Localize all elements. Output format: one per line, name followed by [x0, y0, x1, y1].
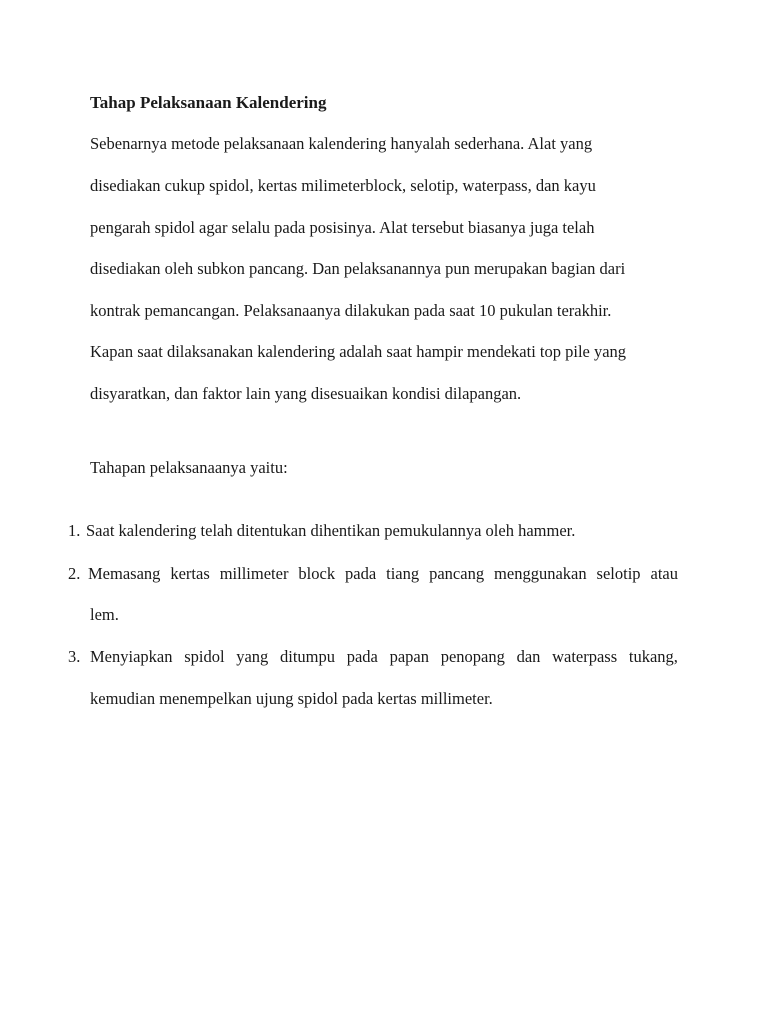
list-item-number: 2.	[68, 564, 81, 583]
paragraph-line: Sebenarnya metode pelaksanaan kalendering hanyalah sederhana. Alat yang	[90, 134, 593, 153]
paragraph-line: pengarah spidol agar selalu pada posisinya. Alat tersebut biasanya juga telah	[90, 218, 595, 237]
word: pada	[346, 647, 378, 666]
list-item-text	[90, 646, 678, 668]
word: menggunakan	[494, 564, 587, 583]
word: yang	[236, 647, 269, 666]
word: dan	[516, 647, 541, 666]
paragraph-line: disyaratkan, dan faktor lain yang disesuaikan kondisi dilapangan.	[90, 384, 522, 403]
document-title: Tahap Pelaksanaan Kalendering	[90, 93, 327, 112]
word: atau	[650, 564, 678, 583]
word: tiang	[386, 564, 420, 583]
word: selotip	[596, 564, 641, 583]
list-item-number: 1.	[68, 521, 81, 540]
steps-intro: Tahapan pelaksanaanya yaitu:	[90, 458, 288, 477]
word: papan	[389, 647, 429, 666]
word: Memasang	[88, 564, 161, 583]
word: pada	[345, 564, 377, 583]
paragraph-line: disediakan cukup spidol, kertas milimeterblock, selotip, waterpass, dan kayu	[90, 176, 596, 195]
paragraph-line: Kapan saat dilaksanakan kalendering adalah saat hampir mendekati top pile yang	[90, 342, 627, 361]
word: kertas	[170, 564, 210, 583]
list-item-text	[88, 563, 678, 585]
word: Menyiapkan	[90, 647, 173, 666]
word: ditumpu	[280, 647, 336, 666]
word: penopang	[440, 647, 505, 666]
word: pancang	[429, 564, 485, 583]
word: waterpass	[552, 647, 618, 666]
list-item-text: Saat kalendering telah ditentukan dihentikan pemukulannya oleh hammer.	[86, 521, 576, 540]
paragraph-line: kontrak pemancangan. Pelaksanaanya dilakukan pada saat 10 pukulan terakhir.	[90, 301, 612, 320]
paragraph-line: disediakan oleh subkon pancang. Dan pelaksanannya pun merupakan bagian dari	[90, 259, 626, 278]
word: tukang,	[628, 647, 678, 666]
list-item-text-continued: kemudian menempelkan ujung spidol pada kertas millimeter.	[90, 689, 493, 708]
list-item-text-continued: lem.	[90, 605, 119, 624]
word: millimeter	[219, 564, 289, 583]
word: spidol	[184, 647, 225, 666]
list-item-number: 3.	[68, 647, 81, 666]
word: block	[298, 564, 336, 583]
